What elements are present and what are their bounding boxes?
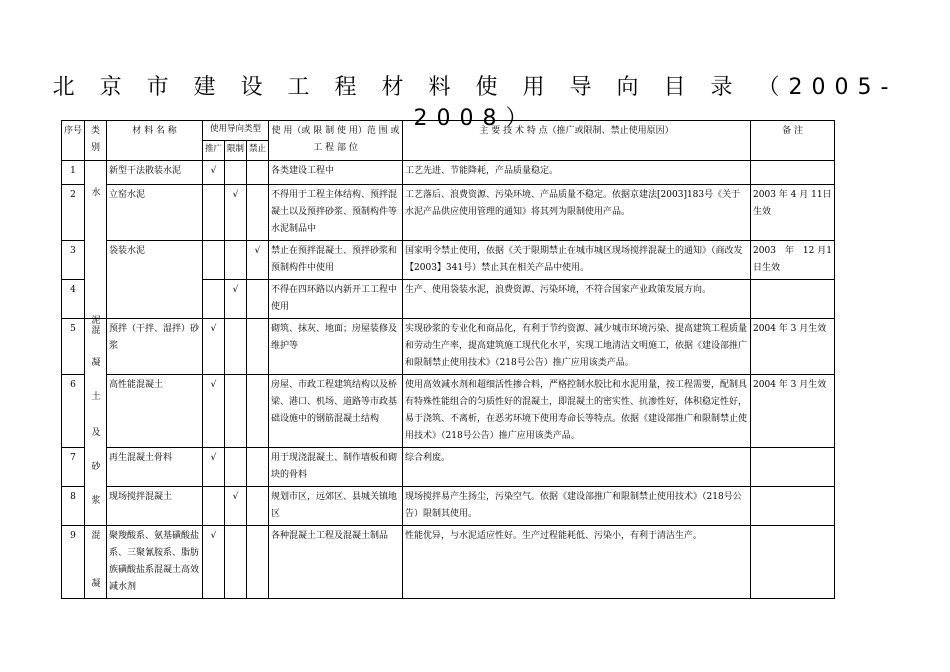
row-seq: 1 xyxy=(62,161,85,185)
row-material: 袋装水泥 xyxy=(107,241,203,319)
row-material: 再生混凝土骨料 xyxy=(107,448,203,487)
row-features: 国家明令禁止使用，依据《关于限期禁止在城市城区现场搅拌混凝土的通知》（商改发【2003】341号）禁止其在相关产品中使用。 xyxy=(403,241,751,280)
header-prohibit: 禁止 xyxy=(247,141,269,161)
row-note: 2003 年 4 月 11日生效 xyxy=(751,185,835,241)
header-scope: 使 用（或 限 制 使 用）范 围 或 工 程 部 位 xyxy=(269,121,403,161)
category-cell-concrete-mortar xyxy=(85,319,107,526)
category-cell-admixture xyxy=(85,526,107,599)
row-note: 2004 年 3 月生效 xyxy=(751,319,835,375)
category-cell-cement xyxy=(85,161,107,326)
row-features: 实现砂浆的专业化和商品化，有利于节约资源、减少城市环境污染、提高建筑工程质量和劳动生产率，提高建筑施工现代化水平，实现工地清洁文明施工，依据《建设部推广和限制禁止使用技术》（218号公告）推广应用该类产品。 xyxy=(403,319,751,375)
row-note: 2003 年 12 月1日生效 xyxy=(751,241,835,280)
row-note xyxy=(751,448,835,487)
promote-check: √ xyxy=(203,526,225,599)
row-scope: 不得用于工程主体结构、预拌混凝土以及预拌砂浆、预制构件等水泥制品中 xyxy=(269,185,403,241)
header-restrict: 限制 xyxy=(225,141,247,161)
row-scope: 不得在四环路以内新开工工程中使用 xyxy=(269,280,403,319)
row-material: 聚羧酸系、氨基磺酸盐系、三聚氰胺系、脂肪族磺酸盐系混凝土高效减水剂 xyxy=(107,526,203,599)
restrict-check: √ xyxy=(225,487,247,526)
row-seq: 4 xyxy=(62,280,85,319)
row-scope: 各种混凝土工程及混凝土制品 xyxy=(269,526,403,599)
row-scope: 用于现浇混凝土、制作墙板和砌块的骨料 xyxy=(269,448,403,487)
category-char: 凝 xyxy=(91,358,101,368)
prohibit-check: √ xyxy=(247,241,269,280)
header-promote: 推广 xyxy=(203,141,225,161)
page-title: 北 京 市 建 设 工 程 材 料 使 用 导 向 目 录 （2005-2008） xyxy=(52,75,898,131)
promote-check: √ xyxy=(203,161,225,185)
header-guide-type: 使用导向类型 xyxy=(203,121,269,141)
row-material: 立窑水泥 xyxy=(107,185,203,241)
row-seq: 7 xyxy=(62,448,85,487)
header-material: 材 料 名 称 xyxy=(107,121,203,161)
row-seq: 8 xyxy=(62,487,85,526)
table-row xyxy=(62,375,835,448)
row-features: 使用高效减水剂和超细活性掺合料，严格控制水胶比和水泥用量，按工程需要，配制具有特殊性能组合的匀质性好的混凝土，即混凝土的密实性、抗渗性好，体积稳定性好，易于浇筑、不离析，在恶劣环境下使用寿命长等特点。依据《建设部推广和限制禁止使用技术》（218号公告）推广应用该类产品。 xyxy=(403,375,751,448)
promote-check: √ xyxy=(203,319,225,375)
row-scope: 房屋、市政工程建筑结构以及桥梁、港口、机场、道路等市政基础设施中的钢筋混凝土结构 xyxy=(269,375,403,448)
row-features: 现场搅拌易产生扬尘，污染空气。依据《建设部推广和限制禁止使用技术》（218号公告）限制其使用。 xyxy=(403,487,751,526)
row-scope: 规划市区，远郊区、县城关镇地区 xyxy=(269,487,403,526)
header-notes: 备 注 xyxy=(751,121,835,161)
row-seq: 9 xyxy=(62,526,85,599)
row-features: 工艺落后、浪费资源、污染环境、产品质量不稳定。依据京建法[2003]183号《关于水泥产品供应使用管理的通知》将其列为限制使用产品。 xyxy=(403,185,751,241)
row-features: 性能优异，与水泥适应性好。生产过程能耗低、污染小，有利于清洁生产。 xyxy=(403,526,751,599)
row-seq: 6 xyxy=(62,375,85,448)
category-char: 土 xyxy=(91,392,101,402)
row-material: 新型干法散装水泥 xyxy=(107,161,203,185)
category-char: 混 xyxy=(91,326,101,336)
material-guide-table xyxy=(61,120,835,599)
header-category: 类别 xyxy=(85,121,107,161)
table-row xyxy=(62,487,835,526)
row-note xyxy=(751,526,835,599)
row-features: 生产、使用袋装水泥，浪费资源、污染环境，不符合国家产业政策发展方向。 xyxy=(403,280,751,319)
row-material: 高性能混凝土 xyxy=(107,375,203,448)
category-char: 及 xyxy=(91,428,101,438)
header-features: 主 要 技 术 特 点（推广或限制、禁止使用原因） xyxy=(403,121,751,161)
row-scope: 各类建设工程中 xyxy=(269,161,403,185)
table-row xyxy=(62,526,835,599)
row-note xyxy=(751,487,835,526)
restrict-check: √ xyxy=(225,280,247,319)
category-char: 泥 xyxy=(91,316,101,326)
row-note xyxy=(751,161,835,185)
table-row xyxy=(62,185,835,241)
table-row xyxy=(62,161,835,185)
row-scope: 禁止在预拌混凝土、预拌砂浆和预制构件中使用 xyxy=(269,241,403,280)
category-char: 混 xyxy=(91,531,101,541)
table-row xyxy=(62,448,835,487)
row-seq: 3 xyxy=(62,241,85,280)
promote-check: √ xyxy=(203,448,225,487)
restrict-check: √ xyxy=(225,185,247,241)
row-seq: 2 xyxy=(62,185,85,241)
row-scope: 砌筑、抹灰、地面；房屋装修及维护等 xyxy=(269,319,403,375)
header-seq: 序号 xyxy=(62,121,85,161)
row-seq: 5 xyxy=(62,319,85,375)
row-features: 工艺先进、节能降耗，产品质量稳定。 xyxy=(403,161,751,185)
table-row xyxy=(62,241,835,280)
category-char: 水 xyxy=(91,188,101,198)
category-char: 浆 xyxy=(91,496,101,506)
row-features: 综合利废。 xyxy=(403,448,751,487)
promote-check: √ xyxy=(203,375,225,448)
row-note xyxy=(751,280,835,319)
row-material: 现场搅拌混凝土 xyxy=(107,487,203,526)
row-note: 2004 年 3 月生效 xyxy=(751,375,835,448)
table-row xyxy=(62,319,835,375)
category-char: 砂 xyxy=(91,462,101,472)
category-char: 凝 xyxy=(91,579,101,589)
row-material: 预拌（干拌、湿拌）砂浆 xyxy=(107,319,203,375)
